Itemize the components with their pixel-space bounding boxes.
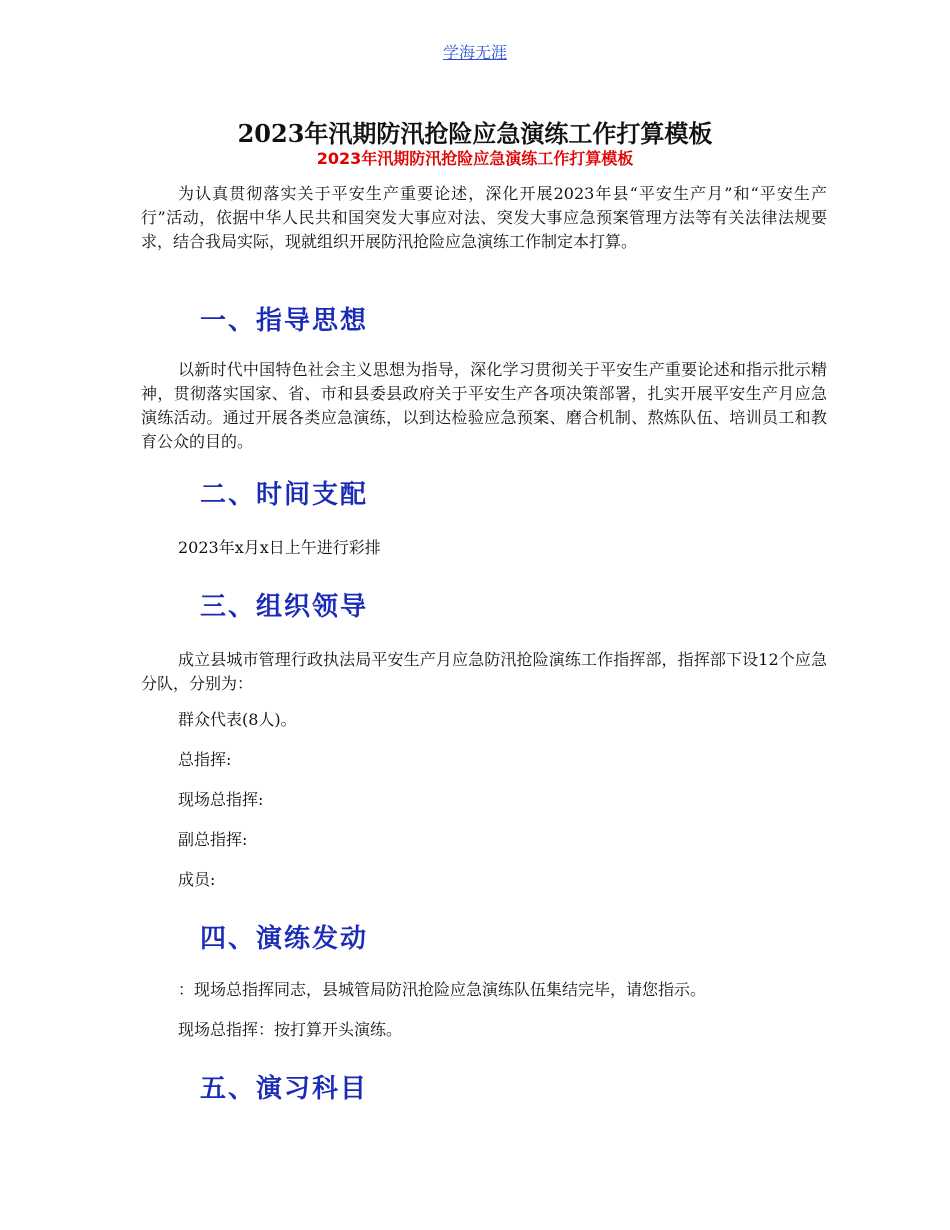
section-heading-drill-subjects: 五、演习科目 xyxy=(200,1074,369,1104)
drill-launch-line-command: 现场总指挥：按打算开头演练。 xyxy=(178,1020,403,1039)
guiding-ideology-paragraph: 以新时代中国特色社会主义思想为指导，深化学习贯彻关于平安生产重要论述和指示批示精神，贯彻落实国家、省、市和县委县政府关于平安生产各项决策部署，扎实开展平安生产月应急演练活动。通过开展各类应急演练，以到达检验应急预案、磨合机制、熬炼队伍、培训员工和教育公众的目的。 xyxy=(141,360,827,451)
intro-paragraph: 为认真贯彻落实关于平安生产重要论述，深化开展2023年县“平安生产月”和“平安生产行”活动，依据中华人民共和国突发大事应对法、突发大事应急预案管理方法等有关法律法规要求，结合我局实际，现就组织开展防汛抢险应急演练工作制定本打算。 xyxy=(141,184,827,251)
header-link[interactable]: 学海无涯 xyxy=(442,43,507,62)
document-subtitle: 2023年汛期防汛抢险应急演练工作打算模板 xyxy=(316,149,634,168)
document-title: 2023年汛期防汛抢险应急演练工作打算模板 xyxy=(237,119,713,148)
organization-line-commander: 总指挥: xyxy=(178,750,232,769)
organization-line-deputy-commander: 副总指挥: xyxy=(178,830,248,849)
organization-line-site-commander: 现场总指挥: xyxy=(178,790,264,809)
section-heading-guiding-ideology: 一、指导思想 xyxy=(200,306,369,336)
organization-paragraph: 成立县城市管理行政执法局平安生产月应急防汛抢险演练工作指挥部，指挥部下设12个应急分队，分别为： xyxy=(141,650,827,693)
schedule-line: 2023年x月x日上午进行彩排 xyxy=(178,538,381,557)
section-heading-organization: 三、组织领导 xyxy=(200,592,369,622)
drill-launch-line-report: ：现场总指挥同志，县城管局防汛抢险应急演练队伍集结完毕，请您指示。 xyxy=(178,980,707,999)
section-heading-schedule: 二、时间支配 xyxy=(200,480,369,510)
organization-line-masses: 群众代表(8人)。 xyxy=(178,710,297,729)
organization-line-members: 成员: xyxy=(178,870,216,889)
section-heading-drill-launch: 四、演练发动 xyxy=(200,924,369,954)
